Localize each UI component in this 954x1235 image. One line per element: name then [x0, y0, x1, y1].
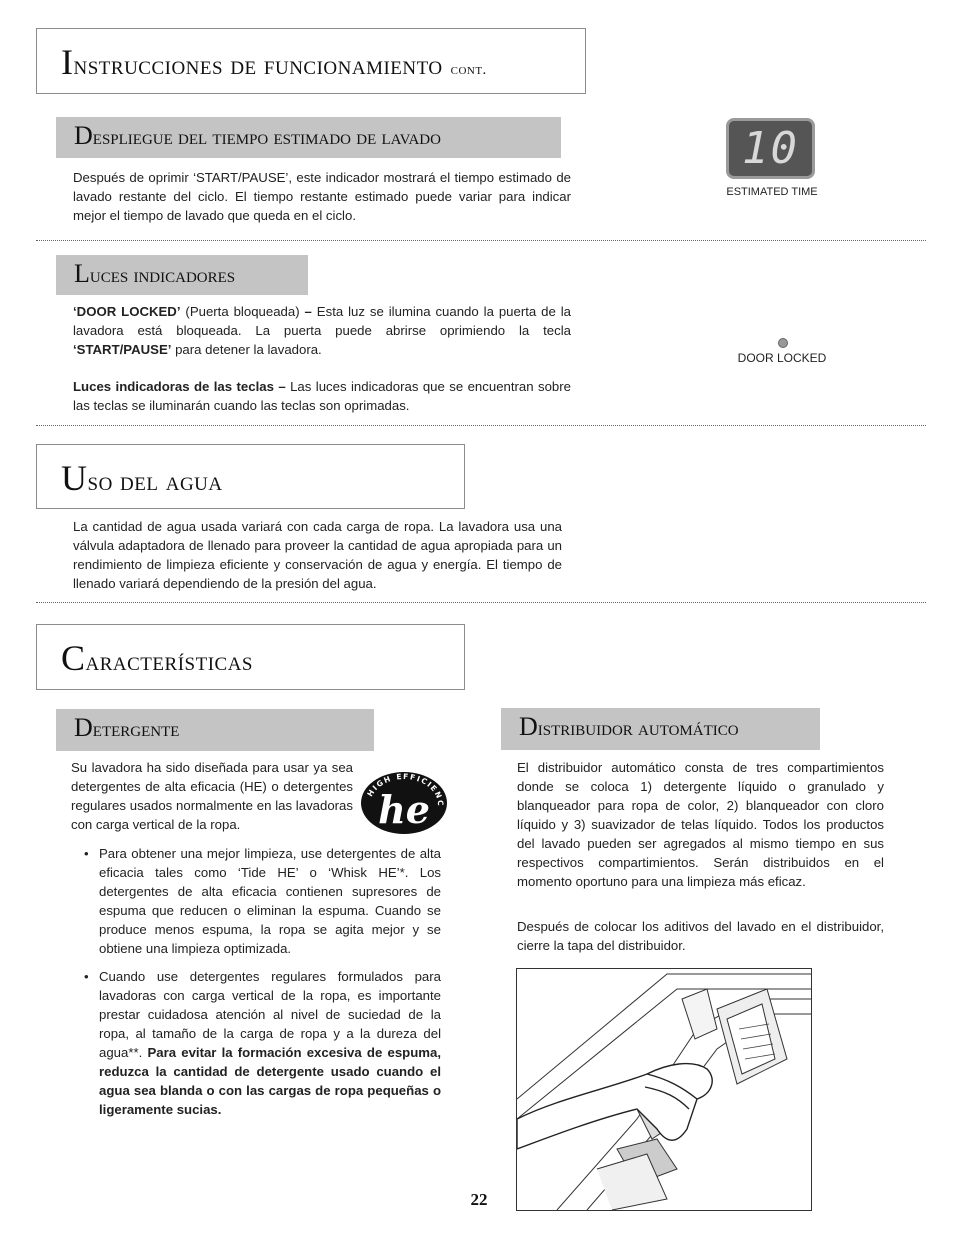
he-logo-arc-text: HIGH EFFICIENC — [365, 771, 446, 808]
key-lights-text: Luces indicadoras de las teclas – Las luces indicadoras que se encuentran sobre las teclas se iluminarán cuando las teclas son oprimadas. — [73, 379, 571, 413]
detergent-intro: Su lavadora ha sido diseñada para usar ya sea detergentes de alta eficacia (HE) o detergentes regulares usados normalmente en las lavadoras con carga vertical de la ropa. — [71, 760, 353, 832]
detergent-bullet-list — [72, 844, 441, 1119]
features-heading: Características — [36, 624, 465, 690]
display-digits: 10 — [742, 123, 799, 174]
water-use-text: La cantidad de agua usada variará con cada carga de ropa. La lavadora usa una válvula adaptadora de llenado para proveer la cantidad de agua apropiada para un rendimiento de limpieza eficiente y conservación de agua y energía. El tiempo de llenado variará dependiendo de la presión del agua. — [73, 519, 562, 591]
dispenser-illustration — [516, 968, 812, 1211]
estimated-time-heading: Despliegue del tiempo estimado de lavado — [56, 117, 561, 158]
detergent-heading: Detergente — [56, 709, 374, 751]
dispenser-text-2: Después de colocar los aditivos del lavado en el distribuidor, cierre la tapa del distribuidor. — [517, 919, 884, 953]
page-title: Instrucciones de funcionamiento cont. — [61, 42, 487, 82]
list-item: • Para obtener una mejor limpieza, use detergentes de alta eficacia tales como ‘Tide HE’ o ‘Whisk HE’*. Los detergentes de alta eficacia contienen supresores de espuma que reducen o eliminan la espuma. Cuando se produce menos espuma, la ropa se agita mejor y se obtiene una limpieza optimizada. — [99, 844, 441, 958]
water-use-heading: Uso del agua — [36, 444, 465, 509]
he-logo-graphic — [360, 771, 448, 835]
estimated-time-display — [726, 118, 815, 179]
door-locked-indicator-icon — [778, 338, 788, 348]
dispenser-heading: Distribuidor automático — [501, 708, 820, 750]
estimated-time-label: ESTIMATED TIME — [726, 186, 818, 198]
dispenser-text-1: El distribuidor automático consta de tres compartimientos donde se coloca 1) detergente líquido o granulado y blanqueador para ropa de color, 2) blanqueador con cloro líquido y 3) suavizador de telas líquido. Todos los productos del lavado pueden ser agregados al mismo tiempo en sus respectivos compartimientos. Serán distribuidos en el momento oportuno para una limpieza más eficaz. — [517, 760, 884, 889]
page-number: 22 — [470, 1190, 488, 1209]
indicator-lights-heading: Luces indicadores — [56, 255, 308, 295]
divider — [36, 425, 926, 426]
divider — [36, 240, 926, 241]
estimated-time-text: Después de oprimir ‘START/PAUSE’, este indicador mostrará el tiempo estimado de lavado restante del ciclo. El tiempo restante estimado puede variar para indicar mejor el tiempo de lavado que queda en el ciclo. — [73, 170, 571, 223]
door-locked-indicator-label: DOOR LOCKED — [737, 351, 827, 365]
he-logo-text: he — [378, 787, 430, 832]
header-box — [36, 28, 586, 94]
he-logo — [360, 771, 448, 835]
divider — [36, 602, 926, 603]
list-item: • Cuando use detergentes regulares formulados para lavadoras con carga vertical de la ropa, es importante prestar cuidadosa atención al nivel de suciedad de la ropa, al tamaño de la carga de ropa y a la dureza del agua**. Para evitar la formación excesiva de espuma, reduzca la cantidad de detergente usado cuando el agua sea blanda o con las cargas de ropa pequeñas o ligeramente sucias. — [99, 967, 441, 1119]
detergent-bullets — [72, 844, 441, 1128]
door-locked-text: ‘DOOR LOCKED’ (Puerta bloqueada) – Esta luz se ilumina cuando la puerta de la lavadora está bloqueada. La puerta puede abrirse oprimiendo la tecla ‘START/PAUSE’ para detener la lavadora. — [73, 304, 572, 357]
dispenser-drawing — [517, 969, 811, 1210]
